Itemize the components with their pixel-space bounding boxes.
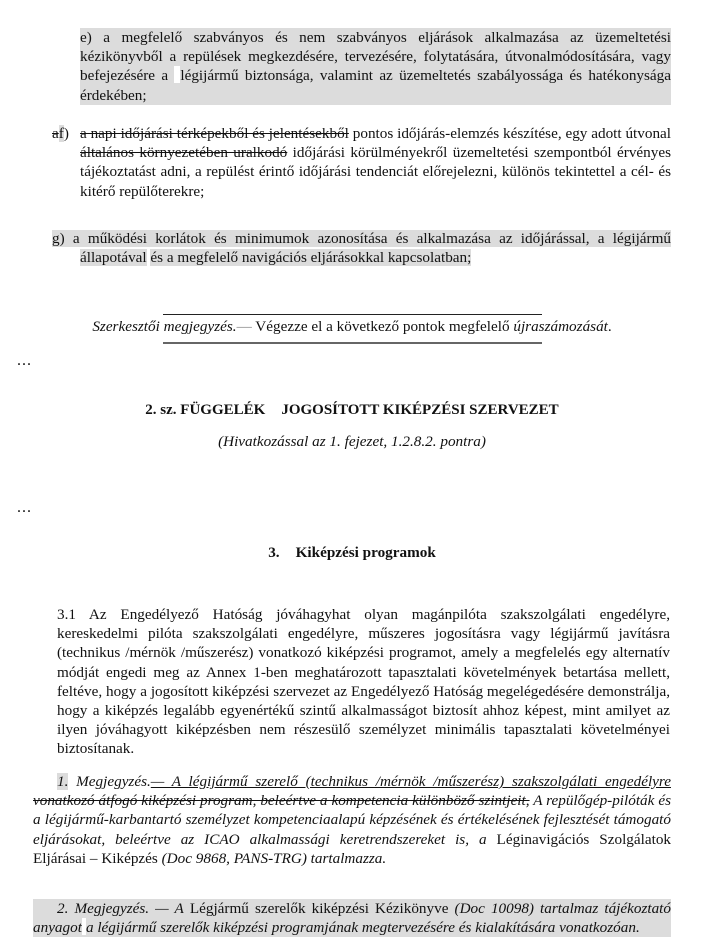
- paragraph-3-1: 3.1 Az Engedélyező Hatóság jóváhagyhat olyan magánpilóta szakszolgálati engedélyre, kereskedelmi pilóta szakszolgálati engedélyre, műszeres jogosításra vagy légijármű javításra (technikus /mérnök /műszerész) vonatkozó kiképzési programot, amely a megfelelés egy alternatív módját engedi meg az Annex 1-ben meghatározott tapasztalati követelmények betartása mellett, feltéve, hogy a jogosított kiképzési szervezet az Engedélyező Hatóság megelégedésére demonstrálja, hogy a kiképzés legalább egyenértékű szintű alkalmasságot biztosít ahhoz képest, mint amilyet az ilyen jóváhagyott kiképzésben nem részesülő személyzet minimális tapasztalati követelményei biztosítanak.: [57, 606, 670, 758]
- item-g-line-2a: állapotával: [80, 249, 147, 267]
- note-2-italic-1: (Doc 10098) tartalmaz tájékoztató anyagot: [33, 900, 671, 937]
- omission-ellipsis: ...: [17, 352, 32, 369]
- appendix-name: JOGOSÍTOTT KIKÉPZÉSI SZERVEZET: [281, 402, 559, 418]
- note-2-roman-text: Légjármű szerelők kiképzési Kézikönyve: [183, 900, 455, 917]
- editor-note-top-rule: [163, 314, 542, 315]
- note-1-inserted: — A légijármű szerelő (technikus /mérnök /műszerész) szakszolgálati engedélyre: [150, 773, 671, 790]
- item-f-text-1: pontos időjárás-elemzés készítése, egy adott útvonal: [348, 125, 672, 142]
- item-e-text-after: légijármű biztonsága, valamint az üzemeltetés szabályossága és hatékonysága érdekében;: [80, 67, 671, 104]
- editor-note-dash: —: [236, 318, 252, 335]
- note-2-label: 2. Megjegyzés. — A: [57, 900, 184, 917]
- item-g-line-1-text: g) a működési korlátok és minimumok azonosítása és alkalmazása az időjárással, a légijármű: [52, 230, 671, 247]
- note-2: [33, 899, 671, 937]
- item-e-paragraph: [80, 28, 671, 105]
- item-f-body: [80, 124, 671, 201]
- item-f-deleted-2: általános környezetében uralkodó: [80, 144, 288, 162]
- note-2-italic-2: a légijármű szerelők kiképzési programjának megtervezésére és kialakítására vonatkozóan.: [85, 919, 640, 937]
- item-f-deleted-1: a napi időjárási térképekből és jelentésekből: [80, 125, 349, 142]
- item-f-label-suffix: ): [63, 125, 69, 142]
- list-item-f: [52, 124, 671, 201]
- list-item-g: [52, 229, 671, 267]
- editor-note-bottom-rule: [163, 342, 542, 344]
- item-f-label: [52, 124, 69, 143]
- note-1: [33, 772, 671, 868]
- item-f-text-2: időjárási körülményekről üzemeltetési szempontból érvényes tájékoztatást adni, a repülést érintő időjárási tendenciát előrejelezni, különös tekintettel a cél- és kitérő repülőterekre;: [80, 144, 671, 200]
- section-title: [0, 544, 704, 562]
- item-f-label-deleted: a: [52, 125, 59, 142]
- item-e-text-before: a megfelelő szabványos és nem szabványos eljárások alkalmazása az üzemeltetési kézikönyvből a repülések megkezdésére, tervezésére, folytatására, útvonalmódosítására, vagy befejezésére a: [80, 29, 671, 85]
- note-2-body: [33, 899, 671, 937]
- item-g-line-2: [80, 248, 671, 267]
- appendix-reference: (Hivatkozással az 1. fejezet, 1.2.8.2. pontra): [218, 433, 486, 450]
- editor-note-label-1: Szerkesztői: [92, 318, 160, 335]
- note-1-italic-text: A repülőgép-pilóták és a légijármű-karbantartó személyzet kompetenciaalapú képzésének és értékelésének fejlesztését támogató eljárásokat, beleértve az ICAO alkalmassági keretrendszereket is, a: [33, 792, 671, 848]
- note-1-doc-ref: (Doc 9868, PANS-TRG) tartalmazza.: [161, 849, 387, 867]
- editor-note-text: [0, 317, 704, 336]
- appendix-number: 2. sz. FÜGGELÉK: [145, 402, 266, 418]
- item-f-label-inserted: f: [58, 125, 64, 142]
- note-1-roman-text: Léginavigációs Szolgálatok Eljárásai – Kiképzés: [33, 830, 672, 867]
- list-item-e: [80, 28, 671, 105]
- note-1-label: Megjegyzés.: [68, 773, 151, 790]
- section-name: Kiképzési programok: [295, 544, 436, 561]
- item-e-label: e): [80, 29, 92, 46]
- editor-note-body: Végezze el a következő pontok megfelelő: [251, 318, 514, 335]
- editor-note-emphasis: újraszámozását: [513, 318, 608, 335]
- note-1-number: 1.: [57, 773, 69, 790]
- note-1-body: [33, 772, 671, 868]
- editor-note-label-2: megjegyzés.: [163, 318, 237, 335]
- item-g-line-2b: és a megfelelő navigációs eljárásokkal kapcsolatban;: [150, 249, 472, 267]
- editor-note-end: .: [607, 318, 612, 335]
- item-g-line-1: [52, 229, 671, 248]
- section-number: 3.: [268, 544, 280, 561]
- note-1-deleted: vonatkozó átfogó kiképzési program, beleértve a kompetencia különböző szintjeit,: [33, 792, 530, 810]
- omission-ellipsis: ...: [17, 499, 32, 516]
- appendix-title: [0, 402, 704, 419]
